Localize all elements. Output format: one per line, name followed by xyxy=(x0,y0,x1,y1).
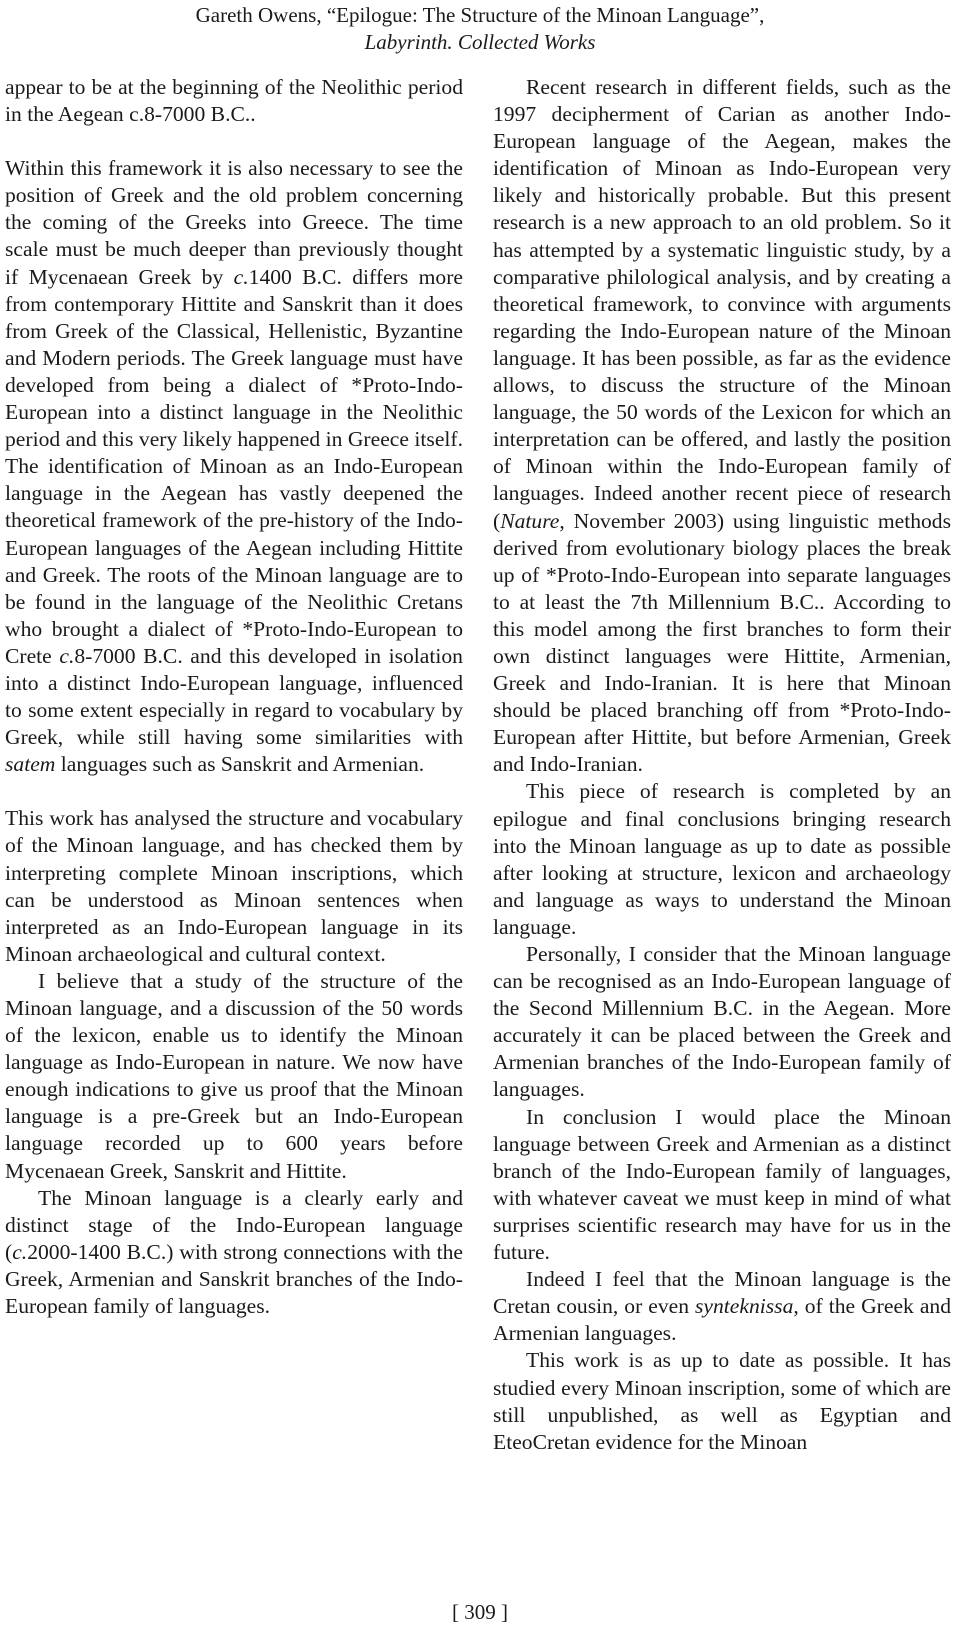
left-p2-text-d: 8-7000 B.C. and this developed in isolation into a distinct Indo-European language, influenced to some extent especially in regard to vocabulary by Greek, while still having some similarities with xyxy=(5,643,463,750)
left-p5-text-a: The Minoan language is a clearly early and distinct stage of the Indo-European language ( xyxy=(5,1185,463,1264)
left-p2-satem: satem xyxy=(5,752,56,777)
left-paragraph-2 xyxy=(5,155,463,778)
right-p5-text-a: Indeed I feel that the Minoan language is the Cretan cousin, or even xyxy=(493,1267,951,1319)
running-head-publication: Labyrinth. Collected Works xyxy=(364,30,596,54)
right-p1-text-b: , November 2003) using linguistic methods derived from evolutionary biology places the break up of *Proto-Indo-European into separate languages to at least the 7th Millennium B.C.. According to this model among the first branches to form their own distinct languages were Hittite, Armenian, Greek and Indo-Iranian. It is here that Minoan should be placed branching off from *Proto-Indo-European after Hittite, but before Armenian, Greek and Indo-Iranian. xyxy=(493,508,951,777)
right-p6-text: This work is as up to date as possible. It has studied every Minoan inscription, some of which are still unpublished, as well as Egyptian and EteoCretan evidence for the Minoan xyxy=(493,1348,951,1454)
page-number: [ 309 ] xyxy=(452,1600,508,1624)
right-p1-nature: Nature xyxy=(500,508,560,533)
right-p5-synteknissa: synteknissa xyxy=(695,1294,794,1319)
running-head xyxy=(0,0,960,56)
right-paragraph-1 xyxy=(493,74,951,778)
left-column xyxy=(5,74,463,1320)
left-paragraph-4 xyxy=(5,968,463,1185)
left-p2-text-b: 1400 B.C. differs more from contemporary Hittite and Sanskrit than it does from Greek of the Classical, Hellenistic, Byzantine and Modern periods. The Greek language must have developed from being a dialect of *Proto-Indo-European into a distinct language in the Neolithic period and this very likely happened in Greece itself. The identification of Minoan as an Indo-European language in the Aegean has vastly deepened the theoretical framework of the pre-history of the Indo-European languages of the Aegean including Hittite and Greek. The roots of the Minoan language are to be found in the language of the Neolithic Cretans who brought a dialect of *Proto-Indo-European to Crete xyxy=(5,264,463,668)
left-p2-circa-1: c. xyxy=(233,264,249,289)
right-paragraph-3 xyxy=(493,941,951,1104)
right-paragraph-2 xyxy=(493,778,951,941)
right-p3-text: Personally, I consider that the Minoan language can be recognised as an Indo-European language of the Second Millennium B.C. in the Aegean. More accurately it can be placed between the Greek and Armenian branches of the Indo-European family of languages. xyxy=(493,942,951,1102)
right-paragraph-5 xyxy=(493,1266,951,1347)
right-column xyxy=(493,74,951,1456)
left-p3-text: This work has analysed the structure and vocabulary of the Minoan language, and has checked them by interpreting complete Minoan inscriptions, which can be understood as Minoan sentences when interpreted as an Indo-European language in its Minoan archaeological and cultural context. xyxy=(5,806,463,966)
running-head-author-title: Gareth Owens, “Epilogue: The Structure of the Minoan Language”, xyxy=(195,3,765,27)
left-p2-circa-2: c. xyxy=(59,643,75,668)
right-paragraph-4 xyxy=(493,1104,951,1267)
right-paragraph-6 xyxy=(493,1347,951,1455)
left-p1-text: appear to be at the beginning of the Neolithic period in the Aegean c.8-7000 B.C.. xyxy=(5,75,463,127)
right-p5-text-b: , of the Greek and Armenian languages. xyxy=(493,1294,951,1346)
left-p2-text-e: languages such as Sanskrit and Armenian. xyxy=(55,752,425,777)
left-paragraph-1 xyxy=(5,74,463,128)
left-p5-text-b: 2000-1400 B.C.) with strong connections with the Greek, Armenian and Sanskrit branches of the Indo-European family of languages. xyxy=(5,1239,463,1319)
left-p4-text: I believe that a study of the structure of the Minoan language, and a discussion of the 50 words of the lexicon, enable us to identify the Minoan language as Indo-European in nature. We now have enough indications to give us proof that the Minoan language is a pre-Greek but an Indo-European language recorded up to 600 years before Mycenaean Greek, Sanskrit and Hittite. xyxy=(5,968,463,1183)
right-p2-text: This piece of research is completed by an epilogue and final conclusions bringing research into the Minoan language as up to date as possible after looking at structure, lexicon and archaeology and language as ways to understand the Minoan language. xyxy=(493,779,951,939)
left-p5-circa: c. xyxy=(12,1239,28,1264)
right-p4-text: In conclusion I would place the Minoan language between Greek and Armenian as a distinct branch of the Indo-European family of languages, with whatever caveat we must keep in mind of what surprises scientific research may have for us in the future. xyxy=(493,1104,951,1265)
left-paragraph-5 xyxy=(5,1185,463,1320)
left-paragraph-3 xyxy=(5,805,463,968)
right-p1-text-a: Recent research in different fields, such as the 1997 decipherment of Carian as another Indo-European language of the Aegean, makes the identification of Minoan as Indo-European very likely and historically probable. But this present research is a new approach to an old problem. So it has attempted by a systematic linguistic study, by a comparative philological analysis, and by creating a theoretical framework, to convince with arguments regarding the Indo-European nature of the Minoan language. It has been possible, as far as the evidence allows, to discuss the structure of the Minoan language, the 50 words of the Lexicon for which an interpretation can be offered, and lastly the position of Minoan within the Indo-European family of languages. Indeed another recent piece of research ( xyxy=(493,75,951,533)
left-p2-text-a: Within this framework it is also necessary to see the position of Greek and the old problem concerning the coming of the Greeks into Greece. The time scale must be much deeper than previously thought if Mycenaean Greek by xyxy=(5,156,463,289)
